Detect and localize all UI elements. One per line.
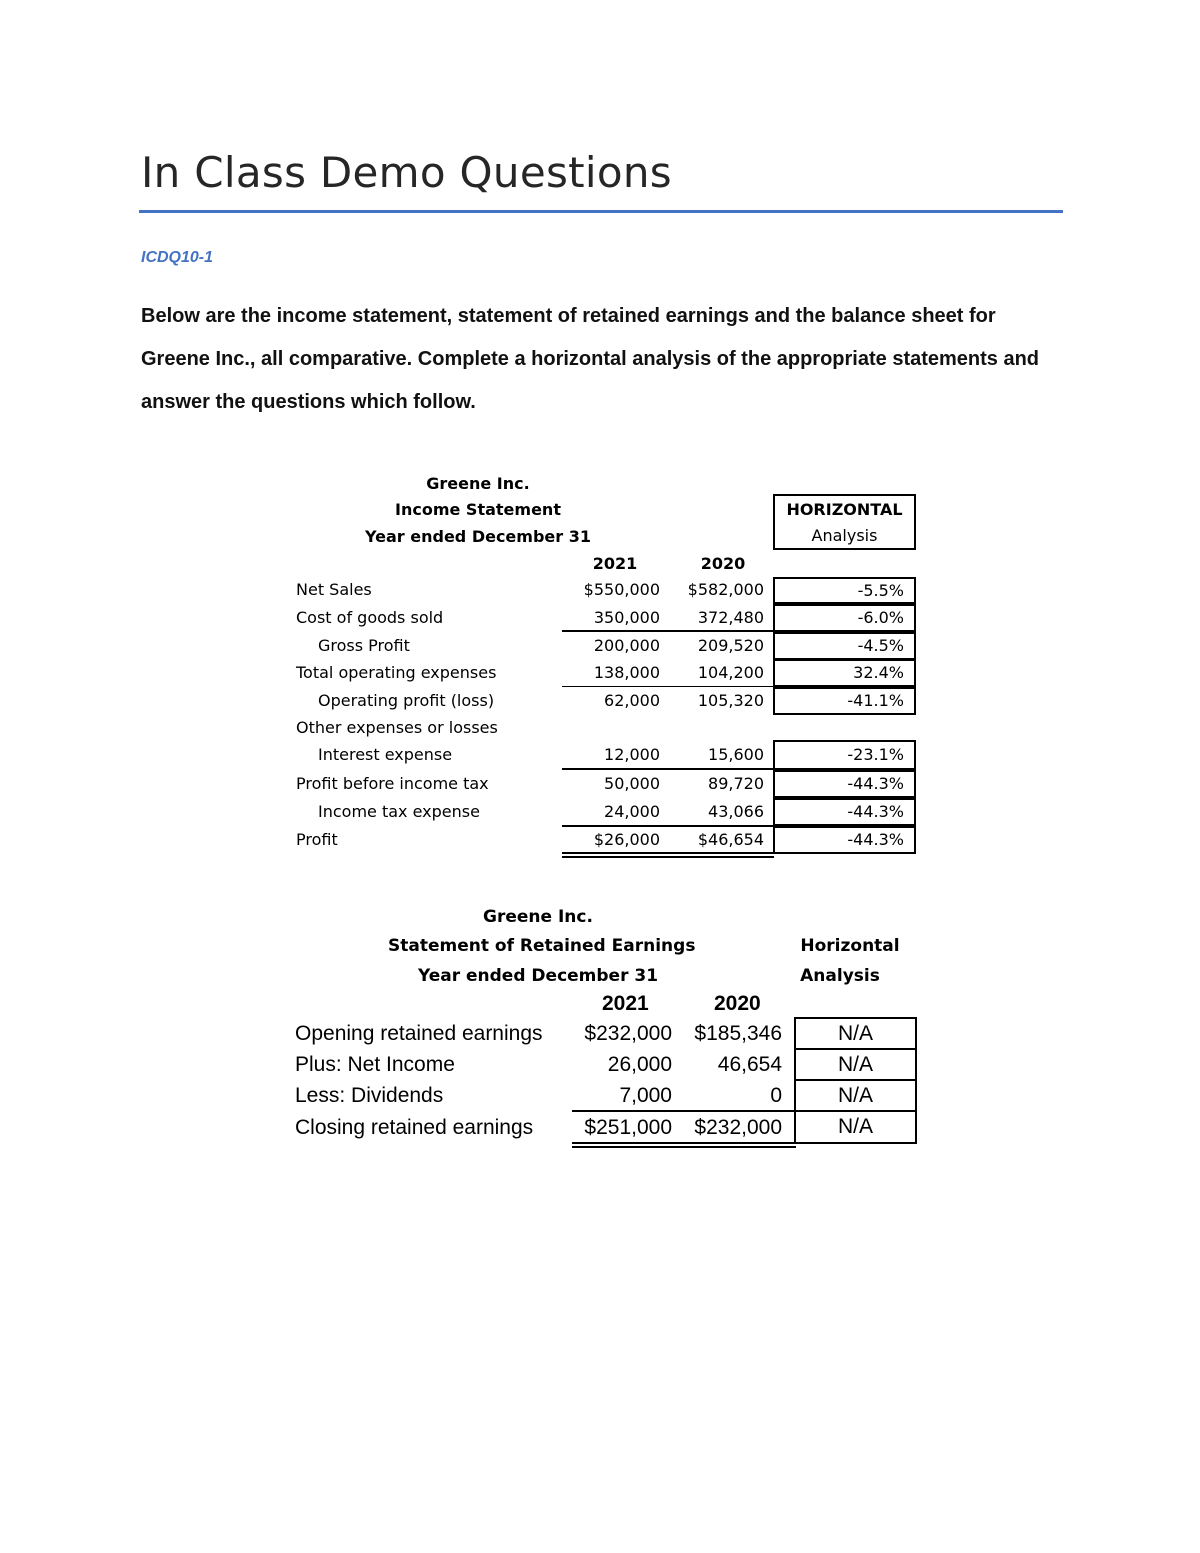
is-row-label: Income tax expense xyxy=(318,802,480,821)
is-analysis-title: HORIZONTAL xyxy=(786,500,903,519)
re-double-underline xyxy=(572,1146,796,1148)
is-row-label: Other expenses or losses xyxy=(296,718,498,737)
re-row-pct: N/A xyxy=(794,1017,917,1050)
intro-line: Greene Inc., all comparative. Complete a horizontal analysis of the appropriate statements and xyxy=(141,348,1040,370)
re-row-2021: 26,000 xyxy=(607,1053,672,1076)
re-row-2020: $185,346 xyxy=(694,1022,782,1045)
re-year-2020: 2020 xyxy=(714,992,761,1015)
is-row-pct: -41.1% xyxy=(773,687,916,715)
is-year-2021: 2021 xyxy=(592,554,638,573)
is-row-label: Interest expense xyxy=(318,745,453,764)
is-row-pct: -6.0% xyxy=(773,604,916,632)
re-row-2020: $232,000 xyxy=(694,1116,782,1139)
is-row-label: Net Sales xyxy=(296,580,372,599)
is-row-2020: 89,720 xyxy=(708,774,764,793)
re-row-2021: 7,000 xyxy=(619,1084,672,1107)
is-row-label: Total operating expenses xyxy=(296,663,497,682)
question-id: ICDQ10-1 xyxy=(141,249,214,266)
is-row-2021: 62,000 xyxy=(604,691,660,710)
is-row-label: Gross Profit xyxy=(318,636,410,655)
re-row-label: Opening retained earnings xyxy=(295,1022,543,1045)
is-row-2021: 12,000 xyxy=(604,745,660,764)
re-analysis-title: Horizontal xyxy=(800,936,900,956)
is-row-2021: $26,000 xyxy=(593,830,660,849)
re-row-pct: N/A xyxy=(794,1079,917,1112)
is-row-2020: 15,600 xyxy=(708,745,764,764)
is-row-pct: -4.5% xyxy=(773,632,916,660)
is-statement-title: Income Statement xyxy=(395,500,561,519)
is-row-2020: 43,066 xyxy=(708,802,764,821)
is-row-2020: $46,654 xyxy=(697,830,764,849)
is-year-2020: 2020 xyxy=(700,554,746,573)
is-row-label: Profit xyxy=(296,830,338,849)
re-row-pct: N/A xyxy=(794,1110,917,1144)
re-row-pct: N/A xyxy=(794,1048,917,1081)
is-row-2021: 24,000 xyxy=(604,802,660,821)
is-row-2021: 50,000 xyxy=(604,774,660,793)
is-row-2020: $582,000 xyxy=(687,580,764,599)
is-row-label: Operating profit (loss) xyxy=(318,691,495,710)
re-statement-title: Statement of Retained Earnings xyxy=(388,936,696,956)
is-row-pct: -44.3% xyxy=(773,798,916,826)
re-row-label: Plus: Net Income xyxy=(295,1053,455,1076)
is-row-label: Profit before income tax xyxy=(296,774,489,793)
re-row-label: Less: Dividends xyxy=(295,1084,444,1107)
is-row-pct: -44.3% xyxy=(773,770,916,798)
is-row-2020: 105,320 xyxy=(697,691,764,710)
re-row-label: Closing retained earnings xyxy=(295,1116,534,1139)
intro-line: answer the questions which follow. xyxy=(141,391,476,413)
is-row-2021: 200,000 xyxy=(593,636,660,655)
re-row-2021: $232,000 xyxy=(584,1022,672,1045)
is-row-pct: -5.5% xyxy=(773,577,916,604)
is-row-2021: 138,000 xyxy=(593,663,660,682)
is-row-2021: 350,000 xyxy=(593,608,660,627)
page-title: In Class Demo Questions xyxy=(141,148,672,197)
re-year-2021: 2021 xyxy=(602,992,649,1015)
re-row-2020: 46,654 xyxy=(717,1053,782,1076)
is-row-pct: -44.3% xyxy=(773,826,916,854)
is-analysis-subtitle: Analysis xyxy=(811,526,878,545)
is-period: Year ended December 31 xyxy=(365,527,591,546)
intro-line: Below are the income statement, statement of retained earnings and the balance sheet for xyxy=(141,305,996,327)
is-row-pct: 32.4% xyxy=(773,659,916,687)
is-row-2021: $550,000 xyxy=(583,580,660,599)
is-row-2020: 209,520 xyxy=(697,636,764,655)
is-row-2020: 104,200 xyxy=(697,663,764,682)
re-analysis-subtitle: Analysis xyxy=(800,966,880,986)
re-company: Greene Inc. xyxy=(483,907,593,927)
re-period: Year ended December 31 xyxy=(417,966,659,986)
re-underline xyxy=(572,1110,796,1112)
is-row-label: Cost of goods sold xyxy=(296,608,444,627)
re-row-2020: 0 xyxy=(770,1084,782,1107)
is-company: Greene Inc. xyxy=(426,474,530,493)
re-double-underline xyxy=(572,1142,796,1144)
is-row-pct: -23.1% xyxy=(773,740,916,770)
is-row-2020: 372,480 xyxy=(697,608,764,627)
re-row-2021: $251,000 xyxy=(584,1116,672,1139)
